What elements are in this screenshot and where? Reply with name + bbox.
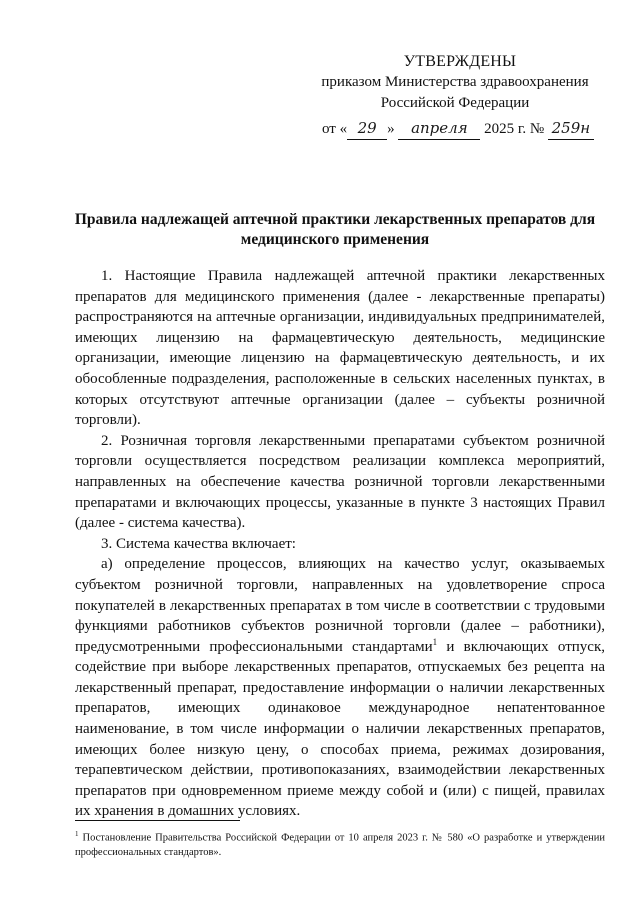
- title-line-1: Правила надлежащей аптечной практики лекарственных препаратов для: [74, 211, 596, 228]
- paragraph-2: 2. Розничная торговля лекарственными препаратами субъектом розничной торговли осуществляется посредством реализации комплекса мероприятий, направленных на обеспечение качества розничной торговли лекарственными препаратами и включающих процессы, указанные в пункте 3 настоящих Правил (далее - система качества).: [75, 432, 605, 532]
- title-line-2: медицинского применения: [240, 231, 430, 248]
- approval-heading: УТВЕРЖДЕНЫ: [403, 53, 517, 70]
- date-quote-close: »: [387, 121, 395, 137]
- approval-date-line: [300, 117, 610, 140]
- date-year: 2025 г. №: [484, 121, 545, 137]
- handwritten-month: апреля: [398, 117, 480, 140]
- paragraph-3a-part1: а) определение процессов, влияющих на качество услуг, оказываемых субъектом розничной торговли, направленных на удовлетворение спроса покупателей в лекарственных препаратах в том числе в соответствии с трудовыми функциями работников субъектов розничной торговли (далее – работники), предусмотренными профессиональными стандартами: [75, 556, 605, 655]
- footnote-reference: 1: [432, 636, 438, 647]
- footnote: [75, 827, 605, 860]
- document-title: [60, 210, 610, 250]
- handwritten-order-number: 259н: [548, 117, 594, 140]
- document-body: [75, 266, 605, 822]
- approval-order-line: приказом Министерства здравоохранения: [321, 74, 589, 90]
- date-prefix: от «: [322, 121, 348, 137]
- footnote-text: Постановление Правительства Российской Федерации от 10 апреля 2023 г. № 580 «О разработке и утверждении профессиональных стандартов».: [75, 832, 605, 858]
- approval-ministry-line: Российской Федерации: [380, 95, 530, 111]
- footnote-marker: 1: [75, 830, 79, 838]
- approval-block: [300, 52, 610, 140]
- footnote-divider: [75, 820, 240, 821]
- paragraph-1: 1. Настоящие Правила надлежащей аптечной практики лекарственных препаратов для медицинского применения (далее - лекарственные препараты) распространяются на аптечные организации, индивидуальных предпринимателей, имеющих лицензию на фармацевтическую деятельность, медицинские организации, имеющие лицензию на фармацевтическую деятельность, и их обособленные подразделения, расположенные в сельских населенных пунктах, в которых отсутствуют аптечные организации (далее – субъекты розничной торговли).: [75, 268, 605, 429]
- paragraph-3: 3. Система качества включает:: [101, 535, 296, 552]
- handwritten-day: 29: [347, 117, 387, 140]
- paragraph-3a-part2: и включающих отпуск, содействие при выборе лекарственных препаратов, отпускаемых без рецепта на лекарственный препарат, предоставление информации о наличии лекарственных препаратов, имеющих одинаковое международное непатентованное наименование, в том числе информации о наличии лекарственных препаратов, имеющих более низкую цену, о способах приема, режимах дозирования, терапевтическом действии, противопоказаниях, взаимодействии лекарственных препаратов при одновременном приеме между собой и (или) с пищей, правилах их хранения в домашних условиях.: [75, 638, 605, 820]
- paragraph-3a: [75, 554, 605, 822]
